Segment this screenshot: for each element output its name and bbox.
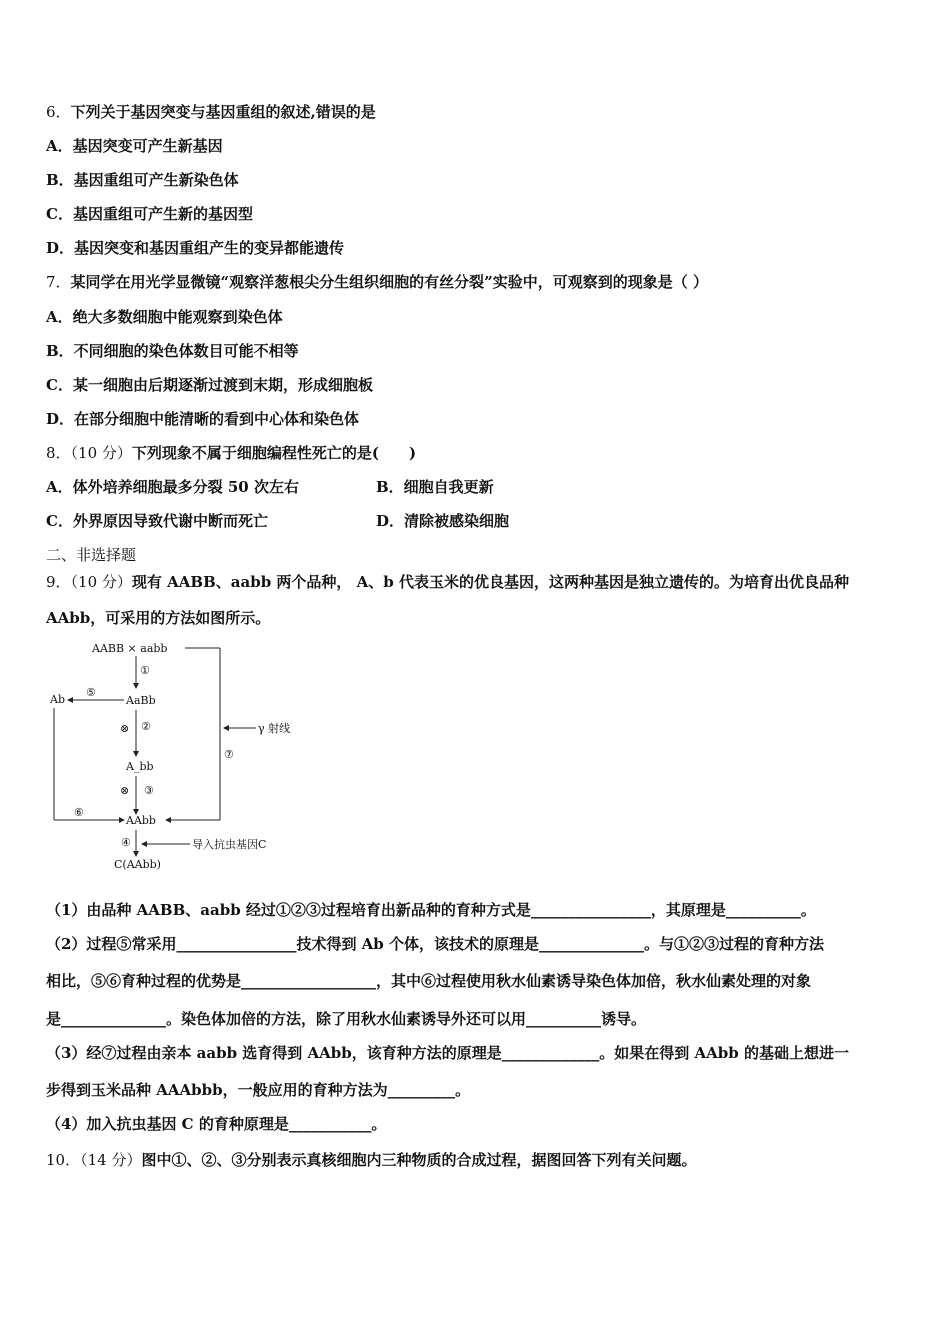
q9-sub4: （4）加入抗虫基因 C 的育种原理是___________。: [46, 1115, 387, 1133]
q9-stem-line1: 9．（10 分）现有 AABB、aabb 两个品种， A、b 代表玉米的优良基因，这两种基因是独立遗传的。为培育出优良品种: [46, 573, 849, 591]
selfing-icon-1: ⊗: [120, 722, 130, 735]
step-four-label: ④: [121, 836, 131, 849]
q6-option-b: B．基因重组可产生新染色体: [46, 171, 239, 189]
q8-number: 8．（10 分）: [46, 444, 132, 462]
q9-sub3-line2: 步得到玉米品种 AAAbbb，一般应用的育种方法为_________。: [46, 1081, 471, 1099]
q7-option-d: D．在部分细胞中能清晰的看到中心体和染色体: [46, 410, 360, 428]
target-genotype: AAbb: [126, 814, 156, 827]
product-genotype: C(AAbb): [114, 858, 161, 871]
f2-genotype: A_bb: [126, 760, 154, 773]
q8-option-d: D．清除被感染细胞: [376, 512, 510, 530]
q9-sub2-line3: 是______________。染色体加倍的方法，除了用秋水仙素诱导外还可以用__________诱导。: [46, 1010, 647, 1028]
q9-stem-line2: AAbb，可采用的方法如图所示。: [46, 609, 271, 627]
step-seven-label: ⑦: [224, 748, 234, 761]
q9-sub1: （1）由品种 AABB、aabb 经过①②③过程培育出新品种的育种方式是________________，其原理是__________。: [46, 901, 816, 919]
q10-stem: 10．（14 分）图中①、②、③分别表示真核细胞内三种物质的合成过程，据图回答下列有关问题。: [46, 1151, 697, 1169]
q6-option-d: D．基因突变和基因重组产生的变异都能遗传: [46, 239, 345, 257]
q6-option-a: A．基因突变可产生新基因: [46, 137, 223, 155]
f1-genotype: AaBb: [126, 694, 156, 707]
q9-sub2-line2: 相比，⑤⑥育种过程的优势是__________________，其中⑥过程使用秋水仙素诱导染色体加倍，秋水仙素处理的对象: [46, 972, 812, 990]
q9-sub3-line1: （3）经⑦过程由亲本 aabb 选育得到 AAbb，该育种方法的原理是_____________。如果在得到 AAbb 的基础上想进一: [46, 1044, 849, 1062]
q7-option-b: B．不同细胞的染色体数目可能不相等: [46, 342, 299, 360]
q8-stem: 8．（10 分）下列现象不属于细胞编程性死亡的是( ): [46, 444, 417, 462]
q6-stem: 6．下列关于基因突变与基因重组的叙述,错误的是: [46, 103, 376, 121]
breeding-diagram: [40, 636, 300, 876]
q7-option-c: C．某一细胞由后期逐渐过渡到末期，形成细胞板: [46, 376, 373, 394]
selfing-icon-2: ⊗: [120, 784, 130, 797]
q7-stem: 7．某同学在用光学显微镜“观察洋葱根尖分生组织细胞的有丝分裂”实验中，可观察到的现象是（ ）: [46, 273, 709, 291]
q7-number: 7．: [46, 273, 71, 291]
q9-number: 9．（10 分）: [46, 573, 132, 591]
gene-in-label: 导入抗虫基因C: [192, 838, 267, 851]
step-one-label: ①: [140, 664, 150, 677]
diagram-parents: AABB × aabb: [92, 642, 168, 655]
q6-option-c: C．基因重组可产生新的基因型: [46, 205, 253, 223]
q8-option-c: C．外界原因导致代谢中断而死亡: [46, 512, 268, 530]
q10-number: 10．（14 分）: [46, 1151, 142, 1169]
step-two-label: ②: [141, 720, 151, 733]
q8-option-a: A．体外培养细胞最多分裂 50 次左右: [46, 478, 299, 496]
haploid-genotype: Ab: [50, 693, 65, 706]
section-heading: 二、非选择题: [46, 546, 137, 564]
q7-option-a: A．绝大多数细胞中能观察到染色体: [46, 308, 283, 326]
step-three-label: ③: [144, 784, 154, 797]
step-five-label: ⑤: [86, 686, 96, 699]
q9-sub2-line1: （2）过程⑤常采用________________技术得到 Ab 个体，该技术的原理是______________。与①②③过程的育种方法: [46, 935, 825, 953]
q6-number: 6．: [46, 103, 71, 121]
gamma-label: γ 射线: [258, 722, 291, 735]
step-six-label: ⑥: [74, 806, 84, 819]
q8-option-b: B．细胞自我更新: [376, 478, 494, 496]
